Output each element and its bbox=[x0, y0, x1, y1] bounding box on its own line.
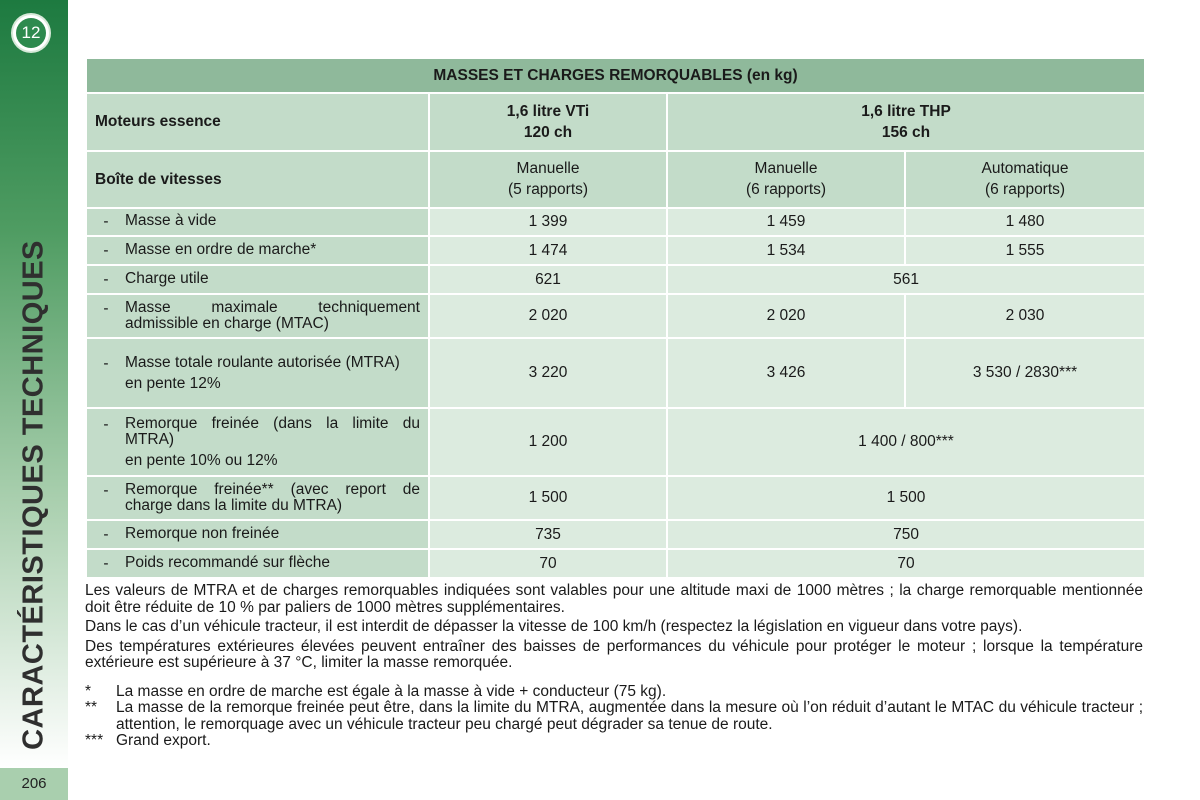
cell-value: 3 530 / 2830*** bbox=[905, 338, 1145, 408]
footnote-mark: *** bbox=[85, 732, 104, 749]
row-sublabel: en pente 12% bbox=[125, 374, 221, 392]
note-paragraph: Des températures extérieures élevées peuvent entraîner des baisses de performances du véhicule pour protéger le moteur ; lorsque la température extérieure est supérieure à 37 °C, limiter la masse remorquée. bbox=[85, 637, 1143, 671]
cell-value: 1 500 bbox=[667, 476, 1145, 520]
table-row bbox=[86, 338, 1145, 408]
table-row bbox=[86, 265, 1145, 294]
page-number-box bbox=[0, 768, 68, 800]
table-title-row bbox=[86, 58, 1145, 93]
footnote-mark: ** bbox=[85, 699, 98, 716]
footnote bbox=[85, 733, 1143, 750]
row-dash: - bbox=[103, 525, 109, 543]
table-row bbox=[86, 520, 1145, 549]
gearbox-detail: (6 rapports) bbox=[745, 181, 827, 198]
cell-value: 1 459 bbox=[667, 208, 905, 236]
row-label: Remorque freinée (dans la limite du MTRA) bbox=[125, 414, 420, 448]
cell-value: 70 bbox=[667, 549, 1145, 578]
row-label: Remorque freinée** (avec report de charge dans la limite du MTRA) bbox=[125, 481, 420, 514]
row-dash: - bbox=[103, 415, 109, 433]
gearbox-header bbox=[905, 151, 1145, 208]
footnote-mark: * bbox=[85, 682, 92, 700]
table-title: MASSES ET CHARGES REMORQUABLES (en kg) bbox=[86, 58, 1145, 93]
row-label: Masse totale roulante autorisée (MTRA) bbox=[125, 353, 400, 371]
gearbox-detail: (5 rapports) bbox=[507, 181, 589, 198]
chapter-title: CARACTÉRISTIQUES TECHNIQUES bbox=[17, 240, 50, 750]
chapter-badge bbox=[13, 15, 49, 51]
table-row bbox=[86, 236, 1145, 265]
cell-value: 3 220 bbox=[429, 338, 667, 408]
engine-name: 1,6 litre THP bbox=[861, 102, 951, 120]
engine-header bbox=[667, 93, 1145, 151]
gearbox-header bbox=[429, 151, 667, 208]
cell-value: 561 bbox=[667, 265, 1145, 294]
notes-section bbox=[85, 583, 1143, 750]
note-paragraph: Les valeurs de MTRA et de charges remorquables indiquées sont valables pour une altitude maxi de 1000 mètres ; la charge remorquable mentionnée doit être réduite de 10 % par paliers de 1000 mètres supplémentaires. bbox=[85, 582, 1143, 616]
engine-name: 1,6 litre VTi bbox=[506, 102, 590, 120]
table-row bbox=[86, 476, 1145, 520]
chapter-number: 12 bbox=[16, 18, 46, 48]
cell-value: 735 bbox=[429, 520, 667, 549]
cell-value: 1 480 bbox=[905, 208, 1145, 236]
row-dash: - bbox=[103, 270, 109, 288]
cell-value: 2 020 bbox=[429, 294, 667, 338]
cell-value: 3 426 bbox=[667, 338, 905, 408]
row-sublabel: en pente 10% ou 12% bbox=[125, 451, 278, 469]
row-dash: - bbox=[103, 482, 109, 499]
row-label: Masse en ordre de marche* bbox=[125, 240, 317, 258]
row-dash: - bbox=[103, 300, 109, 317]
cell-value: 2 030 bbox=[905, 294, 1145, 338]
gearbox-type: Automatique bbox=[981, 160, 1069, 177]
footnote-text: La masse de la remorque freinée peut être, dans la limite du MTRA, augmentée dans la mesure où l’on réduit d’autant le MTAC du véhicule tracteur ; attention, le remorquage avec un véhicule tracteur peu chargé peut dégrader sa tenue de route. bbox=[116, 699, 1143, 733]
footnotes bbox=[85, 684, 1143, 750]
table-row bbox=[86, 549, 1145, 578]
chapter-sidebar bbox=[0, 0, 68, 768]
engine-power: 120 ch bbox=[523, 123, 573, 141]
engine-power: 156 ch bbox=[881, 123, 931, 141]
row-dash: - bbox=[103, 354, 109, 372]
table-row bbox=[86, 408, 1145, 476]
row-dash: - bbox=[103, 213, 109, 230]
cell-value: 1 399 bbox=[429, 208, 667, 236]
footnote bbox=[85, 684, 1143, 701]
cell-value: 1 555 bbox=[905, 236, 1145, 265]
footnote-text: La masse en ordre de marche est égale à la masse à vide + conducteur (75 kg). bbox=[116, 682, 667, 700]
gearbox-row bbox=[86, 151, 1145, 208]
gearbox-type: Manuelle bbox=[516, 160, 580, 177]
footnote bbox=[85, 700, 1143, 733]
note-paragraph: Dans le cas d’un véhicule tracteur, il est interdit de dépasser la vitesse de 100 km/h (respectez la législation en vigueur dans votre pays). bbox=[85, 618, 1023, 635]
cell-value: 1 200 bbox=[429, 408, 667, 476]
cell-value: 2 020 bbox=[667, 294, 905, 338]
row-dash: - bbox=[103, 241, 109, 259]
gearbox-type: Manuelle bbox=[754, 160, 818, 177]
towing-weights-table bbox=[85, 57, 1146, 579]
gearbox-detail: (6 rapports) bbox=[984, 181, 1066, 198]
row-label: Remorque non freinée bbox=[125, 524, 280, 542]
cell-value: 750 bbox=[667, 520, 1145, 549]
cell-value: 1 500 bbox=[429, 476, 667, 520]
gearbox-label: Boîte de vitesses bbox=[86, 151, 429, 208]
row-label: Masse à vide bbox=[125, 212, 217, 229]
table-row bbox=[86, 208, 1145, 236]
engine-row bbox=[86, 93, 1145, 151]
row-dash: - bbox=[103, 554, 109, 572]
cell-value: 1 474 bbox=[429, 236, 667, 265]
engine-header bbox=[429, 93, 667, 151]
engine-label: Moteurs essence bbox=[86, 93, 429, 151]
gearbox-header bbox=[667, 151, 905, 208]
cell-value: 621 bbox=[429, 265, 667, 294]
cell-value: 70 bbox=[429, 549, 667, 578]
page-number: 206 bbox=[21, 775, 47, 792]
row-label: Poids recommandé sur flèche bbox=[125, 553, 331, 571]
cell-value: 1 400 / 800*** bbox=[667, 408, 1145, 476]
row-label: Masse maximale techniquement admissible en charge (MTAC) bbox=[125, 299, 420, 332]
row-label: Charge utile bbox=[125, 269, 209, 287]
footnote-text: Grand export. bbox=[116, 732, 211, 749]
table-row bbox=[86, 294, 1145, 338]
cell-value: 1 534 bbox=[667, 236, 905, 265]
